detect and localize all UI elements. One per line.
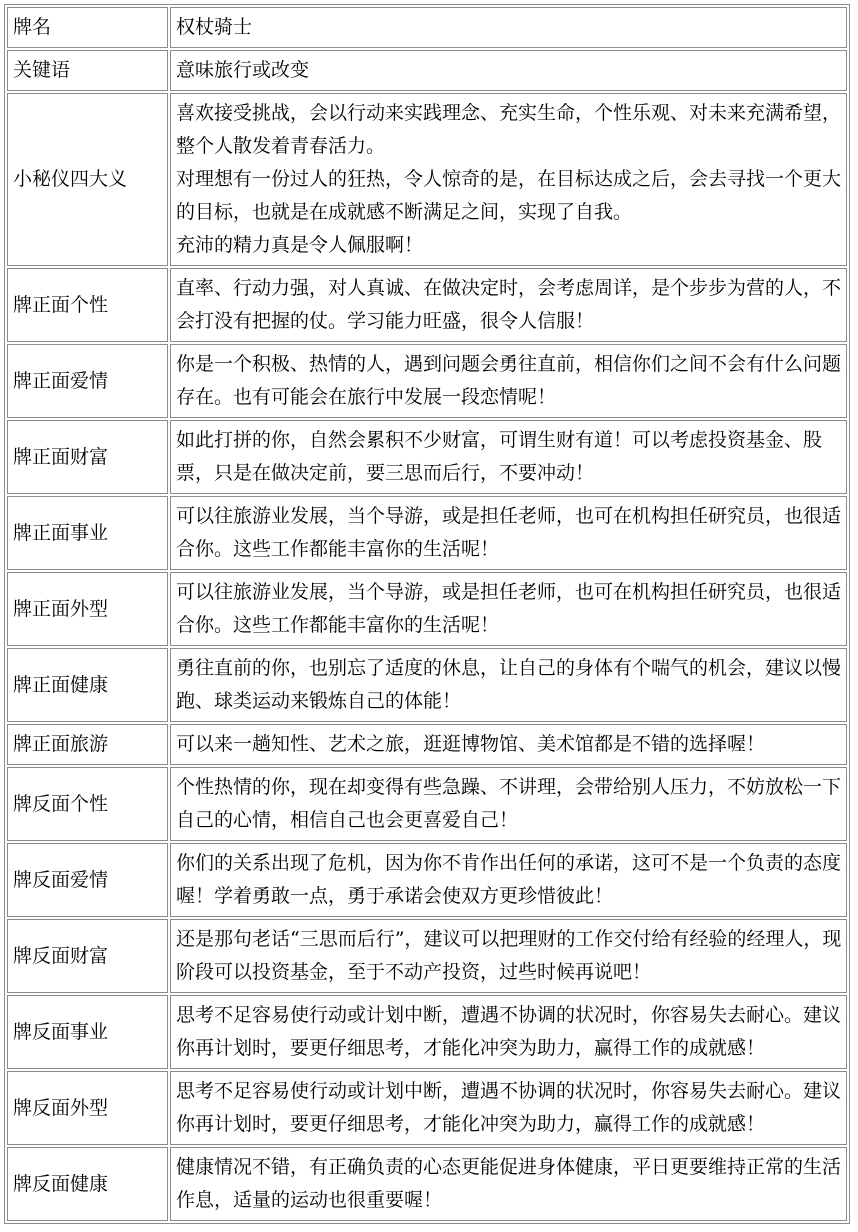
row-value-paragraph: 你是一个积极、热情的人，遇到问题会勇往直前，相信你们之间不会有什么问题存在。也有可能会在旅行中发展一段恋情呢！ — [176, 353, 842, 408]
row-value-paragraph: 健康情况不错，有正确负责的心态更能促进身体健康，平日更要维持正常的生活作息，适量的运动也很重要喔！ — [176, 1156, 842, 1211]
table-row — [7, 93, 847, 266]
row-value — [170, 767, 847, 841]
row-value — [170, 843, 847, 917]
row-value-paragraph: 勇往直前的你，也别忘了适度的休息，让自己的身体有个喘气的机会，建议以慢跑、球类运动来锻炼自己的体能！ — [176, 657, 842, 712]
table-row — [7, 268, 847, 342]
row-value-paragraph: 充沛的精力真是令人佩服啊！ — [176, 234, 424, 256]
row-label: 牌正面财富 — [7, 420, 168, 494]
table-row — [7, 843, 847, 917]
row-label: 关键语 — [7, 50, 168, 91]
row-value — [170, 995, 847, 1069]
table-row — [7, 1147, 847, 1221]
tarot-card-table — [4, 4, 850, 1224]
table-row — [7, 767, 847, 841]
table-row — [7, 995, 847, 1069]
row-value-paragraph: 直率、行动力强，对人真诚、在做决定时，会考虑周详，是个步步为营的人，不会打没有把握的仗。学习能力旺盛，很令人信服！ — [176, 277, 842, 332]
table-row — [7, 496, 847, 570]
table-row — [7, 919, 847, 993]
row-label: 牌反面事业 — [7, 995, 168, 1069]
row-value — [170, 344, 847, 418]
table-row — [7, 7, 847, 48]
row-value-paragraph: 意味旅行或改变 — [176, 59, 310, 81]
row-value — [170, 1147, 847, 1221]
row-value-paragraph: 可以往旅游业发展，当个导游，或是担任老师，也可在机构担任研究员，也很适合你。这些工作都能丰富你的生活呢！ — [176, 505, 842, 560]
table-row — [7, 50, 847, 91]
table-row — [7, 648, 847, 722]
row-label: 牌正面个性 — [7, 268, 168, 342]
row-label: 牌名 — [7, 7, 168, 48]
table-row — [7, 344, 847, 418]
row-label: 牌反面外型 — [7, 1071, 168, 1145]
row-value-paragraph: 思考不足容易使行动或计划中断，遭遇不协调的状况时，你容易失去耐心。建议你再计划时，要更仔细思考，才能化冲突为助力，赢得工作的成就感！ — [176, 1004, 842, 1059]
row-value-paragraph: 个性热情的你，现在却变得有些急躁、不讲理，会带给别人压力，不妨放松一下自己的心情，相信自己也会更喜爱自己！ — [176, 776, 842, 831]
row-label: 牌正面事业 — [7, 496, 168, 570]
row-label: 小秘仪四大义 — [7, 93, 168, 266]
row-value-paragraph: 可以往旅游业发展，当个导游，或是担任老师，也可在机构担任研究员，也很适合你。这些工作都能丰富你的生活呢！ — [176, 581, 842, 636]
row-value — [170, 572, 847, 646]
row-value — [170, 496, 847, 570]
row-value-paragraph: 你们的关系出现了危机，因为你不肯作出任何的承诺，这可不是一个负责的态度喔！学着勇敢一点，勇于承诺会使双方更珍惜彼此！ — [176, 852, 842, 907]
row-value — [170, 1071, 847, 1145]
row-value — [170, 93, 847, 266]
row-value-paragraph: 权杖骑士 — [176, 16, 253, 38]
row-value-paragraph: 思考不足容易使行动或计划中断，遭遇不协调的状况时，你容易失去耐心。建议你再计划时，要更仔细思考，才能化冲突为助力，赢得工作的成就感！ — [176, 1080, 842, 1135]
row-label: 牌正面健康 — [7, 648, 168, 722]
row-value — [170, 50, 847, 91]
row-value — [170, 648, 847, 722]
row-value — [170, 268, 847, 342]
row-value — [170, 7, 847, 48]
table-row — [7, 1071, 847, 1145]
row-value — [170, 919, 847, 993]
row-value-paragraph: 喜欢接受挑战，会以行动来实践理念、充实生命，个性乐观、对未来充满希望，整个人散发着青春活力。 — [176, 102, 842, 157]
row-label: 牌反面个性 — [7, 767, 168, 841]
table-body — [7, 7, 847, 1221]
row-label: 牌正面爱情 — [7, 344, 168, 418]
tarot-card-document — [4, 4, 850, 1224]
table-row — [7, 572, 847, 646]
table-row — [7, 420, 847, 494]
row-value-paragraph: 可以来一趟知性、艺术之旅，逛逛博物馆、美术馆都是不错的选择喔！ — [176, 733, 766, 755]
row-label: 牌反面财富 — [7, 919, 168, 993]
row-label: 牌反面爱情 — [7, 843, 168, 917]
row-value — [170, 420, 847, 494]
row-label: 牌正面外型 — [7, 572, 168, 646]
row-label: 牌反面健康 — [7, 1147, 168, 1221]
row-label: 牌正面旅游 — [7, 724, 168, 765]
row-value-paragraph: 对理想有一份过人的狂热，令人惊奇的是，在目标达成之后，会去寻找一个更大的目标，也就是在成就感不断满足之间，实现了自我。 — [176, 168, 842, 223]
row-value-paragraph: 如此打拼的你，自然会累积不少财富，可谓生财有道！可以考虑投资基金、股票，只是在做决定前，要三思而后行，不要冲动！ — [176, 429, 823, 484]
table-row — [7, 724, 847, 765]
row-value-paragraph: 还是那句老话“三思而后行”，建议可以把理财的工作交付给有经验的经理人，现阶段可以投资基金，至于不动产投资，过些时候再说吧！ — [176, 928, 842, 983]
row-value — [170, 724, 847, 765]
